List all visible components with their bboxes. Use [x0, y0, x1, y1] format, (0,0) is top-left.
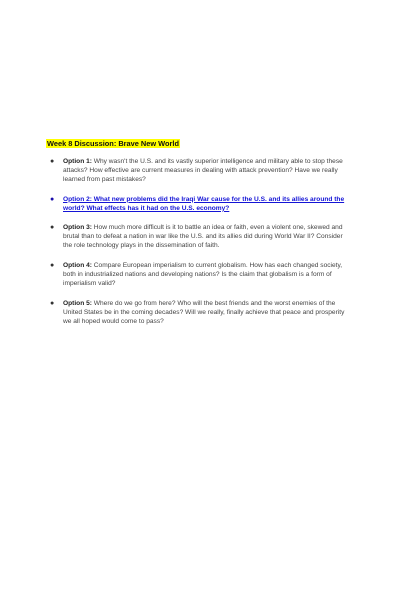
option-1 — [46, 157, 346, 184]
option-label[interactable]: Option 2: — [63, 195, 92, 203]
bullet-icon: ● — [50, 158, 55, 165]
option-text: Why wasn't the U.S. and its vastly superior intelligence and military able to stop these attacks? How effective are current measures in dealing with attack prevention? Have we really learned from past mistakes? — [63, 158, 343, 184]
bullet-icon: ● — [50, 195, 55, 203]
options-list — [46, 157, 346, 336]
option-text: How much more difficult is it to battle an idea or faith, even a violent one, skewed and brutal than to defeat a nation in war like the U.S. and its allies did during World War II? Consider the role technology plays in the dissemination of faith. — [63, 224, 343, 250]
option-label: Option 4: — [63, 261, 92, 269]
option-link-text[interactable]: What new problems did the Iraqi War cause for the U.S. and its allies around the world? What effects has it had on the U.S. economy? — [63, 195, 345, 212]
option-label: Option 1: — [63, 158, 92, 165]
option-3 — [46, 223, 346, 250]
option-text: Where do we go from here? Who will the best friends and the worst enemies of the United States be in the coming decades? Will we really, finally achieve that peace and prosperity we all hoped would come to pass? — [63, 299, 345, 325]
bullet-icon: ● — [50, 299, 55, 307]
option-label: Option 3: — [63, 224, 92, 232]
bullet-icon: ● — [50, 224, 55, 232]
discussion-title: Week 8 Discussion: Brave New World — [47, 139, 179, 148]
bullet-icon: ● — [50, 261, 55, 269]
option-2-link[interactable] — [46, 195, 346, 213]
discussion-heading — [46, 139, 180, 149]
option-label: Option 5: — [63, 299, 92, 307]
option-text: Compare European imperialism to current globalism. How has each changed society, both in industrialized nations and developing nations? Is the claim that globalism is a form of imperialism valid? — [63, 261, 343, 288]
option-5 — [46, 299, 346, 326]
option-4 — [46, 261, 346, 288]
